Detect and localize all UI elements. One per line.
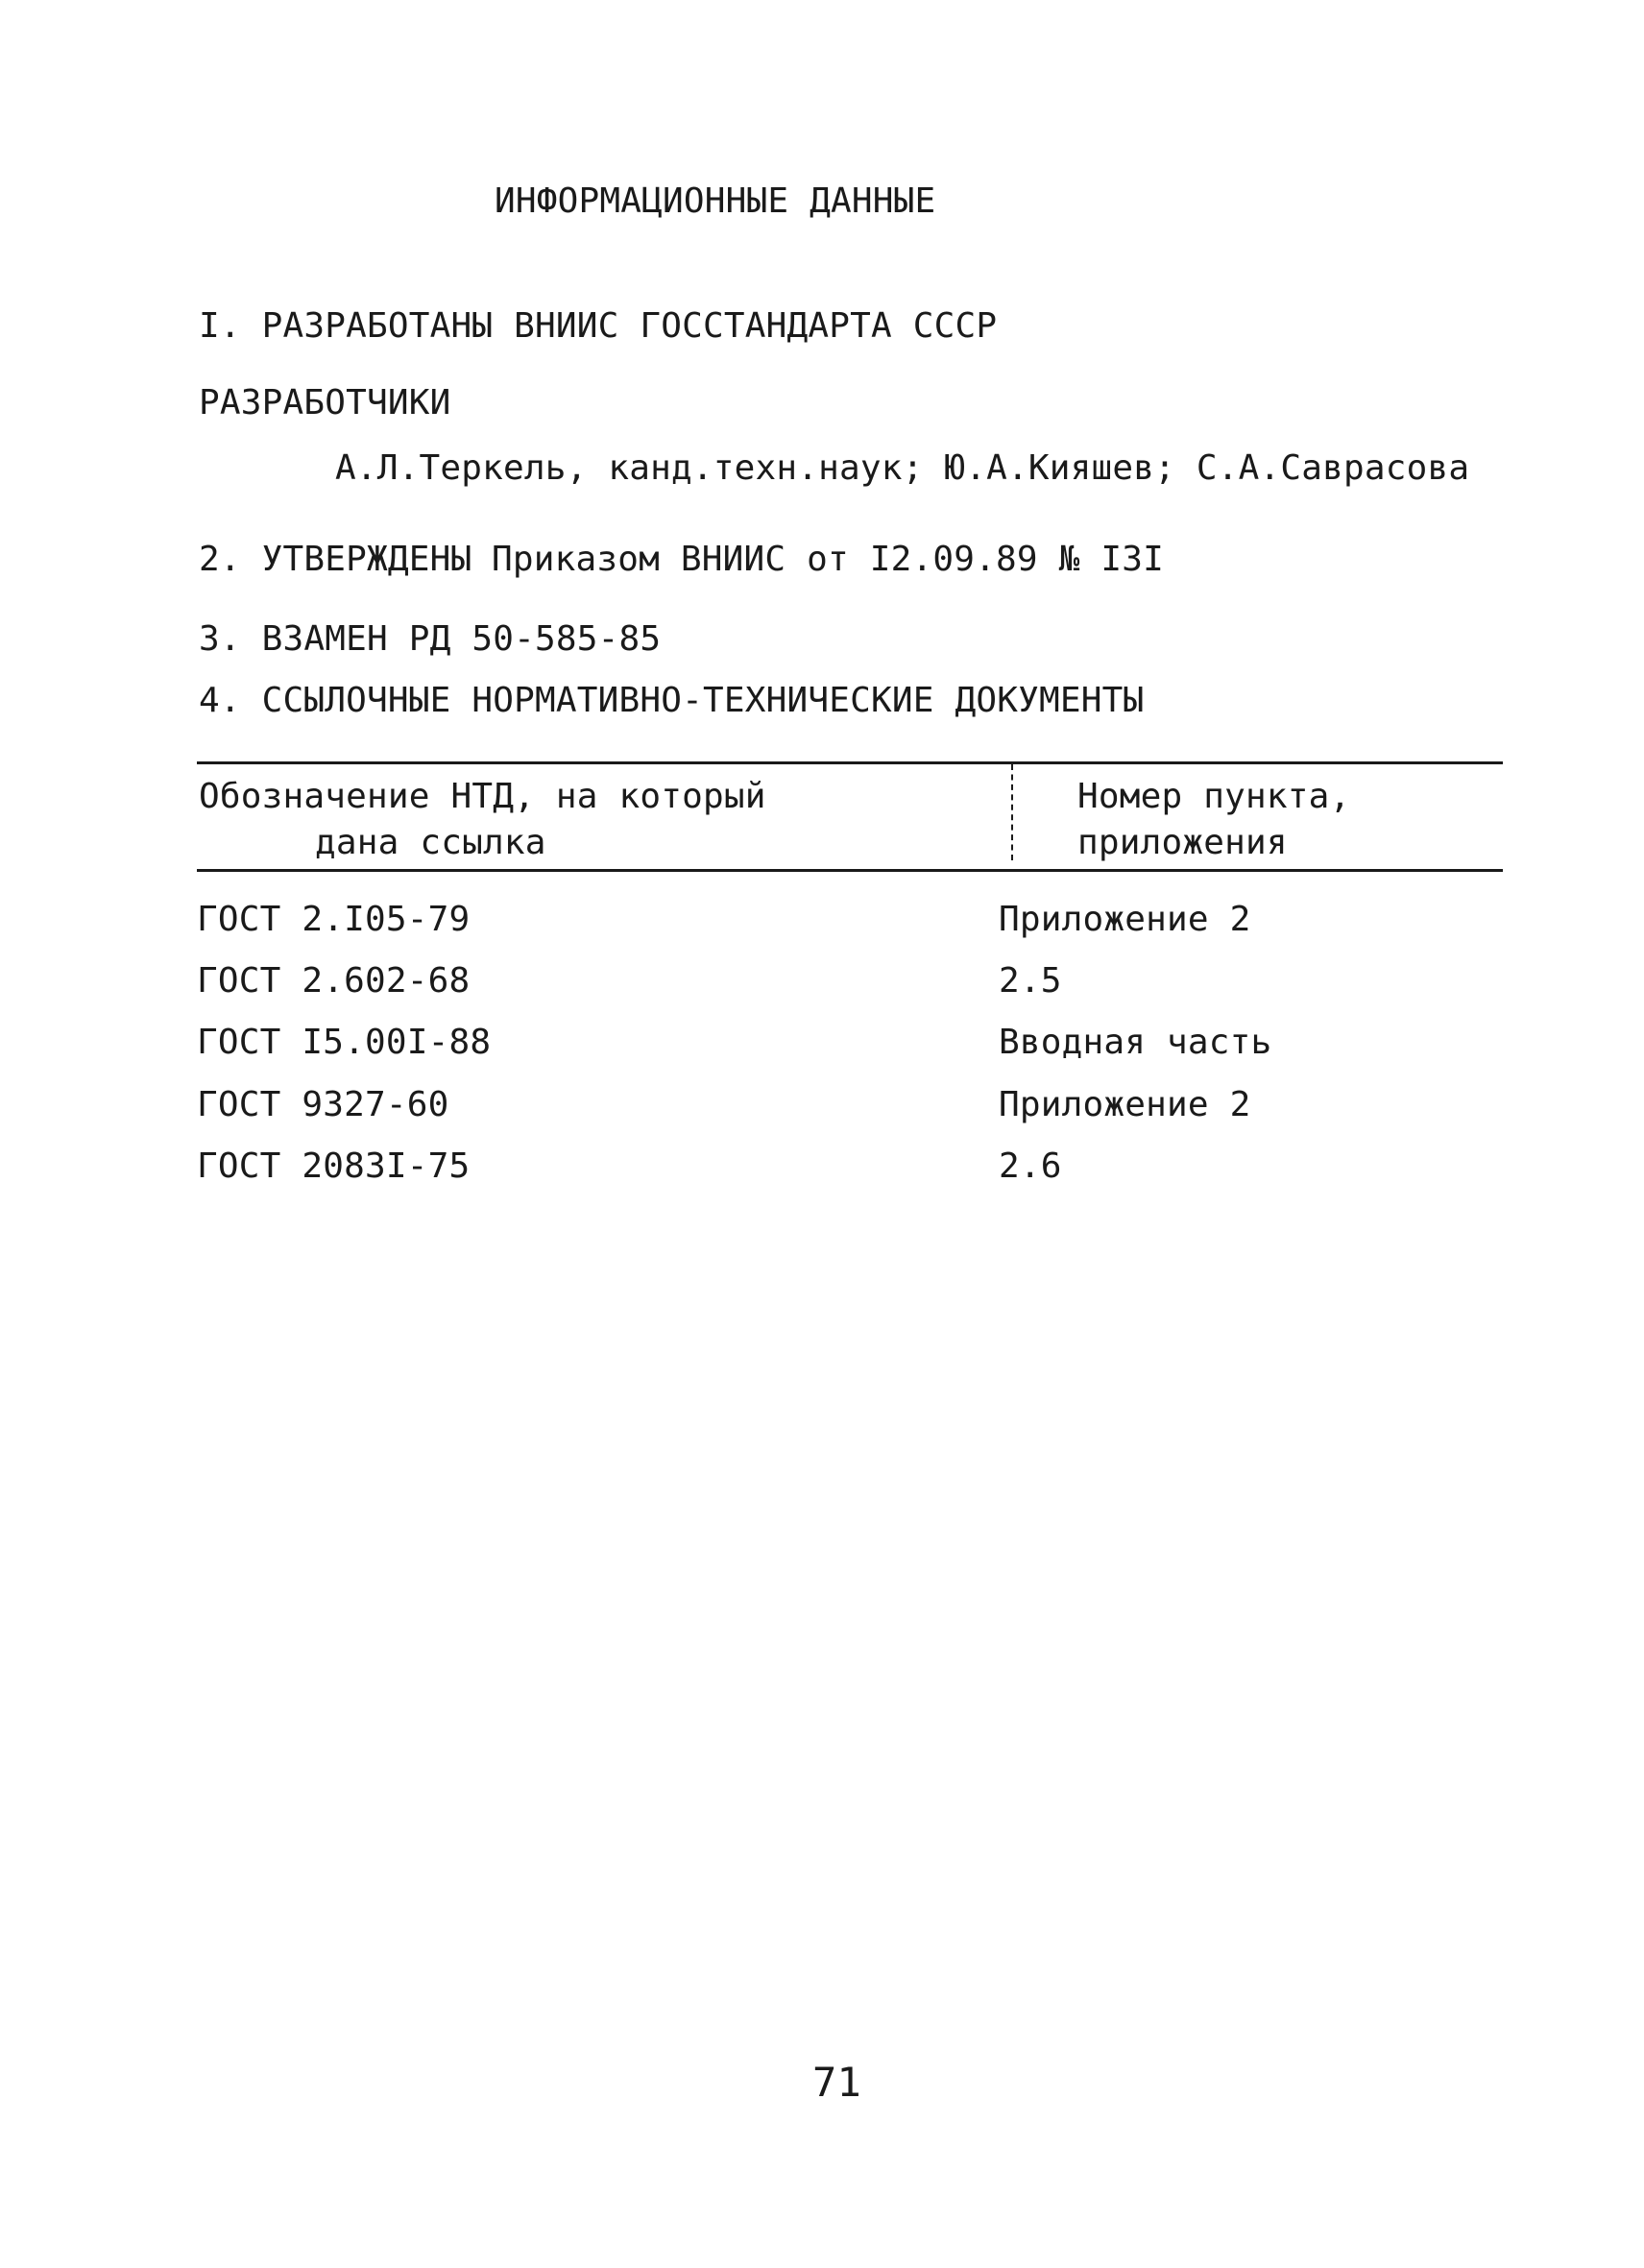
table-header-rule xyxy=(197,869,1503,872)
table-header-item-line1: Номер пункта, xyxy=(1077,777,1351,816)
table-header-designation-line1: Обозначение НТД, на который xyxy=(199,777,766,816)
table-cell-item: Приложение 2 xyxy=(999,1085,1251,1124)
developers-heading: РАЗРАБОТЧИКИ xyxy=(199,383,451,422)
page-number: 71 xyxy=(812,2059,861,2106)
document-title: ИНФОРМАЦИОННЫЕ ДАННЫЕ xyxy=(495,181,936,221)
section-4-referenced-documents: 4. ССЫЛОЧНЫЕ НОРМАТИВНО-ТЕХНИЧЕСКИЕ ДОКУМЕНТЫ xyxy=(199,681,1145,720)
table-header-designation-line2: дана ссылка xyxy=(315,823,546,862)
table-cell-item: Вводная часть xyxy=(999,1023,1272,1062)
section-2-approved-label: 2. УТВЕРЖДЕНЫ xyxy=(199,540,472,579)
table-top-rule xyxy=(197,761,1503,764)
table-column-separator xyxy=(1011,764,1013,860)
section-3-replaces: 3. ВЗАМЕН РД 50-585-85 xyxy=(199,619,662,659)
table-cell-designation: ГОСТ I5.00I-88 xyxy=(197,1023,492,1062)
section-1-developed-by: I. РАЗРАБОТАНЫ ВНИИС ГОССТАНДАРТА СССР xyxy=(199,306,998,346)
table-cell-designation: ГОСТ 2.602-68 xyxy=(197,961,471,1001)
table-cell-designation: ГОСТ 2.I05-79 xyxy=(197,900,471,939)
table-cell-item: 2.6 xyxy=(999,1146,1062,1186)
section-2-approval-order: Приказом ВНИИС от I2.09.89 № I3I xyxy=(492,540,1164,579)
developers-list: А.Л.Теркель, канд.техн.наук; Ю.А.Кияшев; С.А.Саврасова xyxy=(335,448,1470,488)
table-cell-item: 2.5 xyxy=(999,961,1062,1001)
table-cell-item: Приложение 2 xyxy=(999,900,1251,939)
table-cell-designation: ГОСТ 2083I-75 xyxy=(197,1146,471,1186)
table-header-item-line2: приложения xyxy=(1077,823,1288,862)
table-cell-designation: ГОСТ 9327-60 xyxy=(197,1085,449,1124)
